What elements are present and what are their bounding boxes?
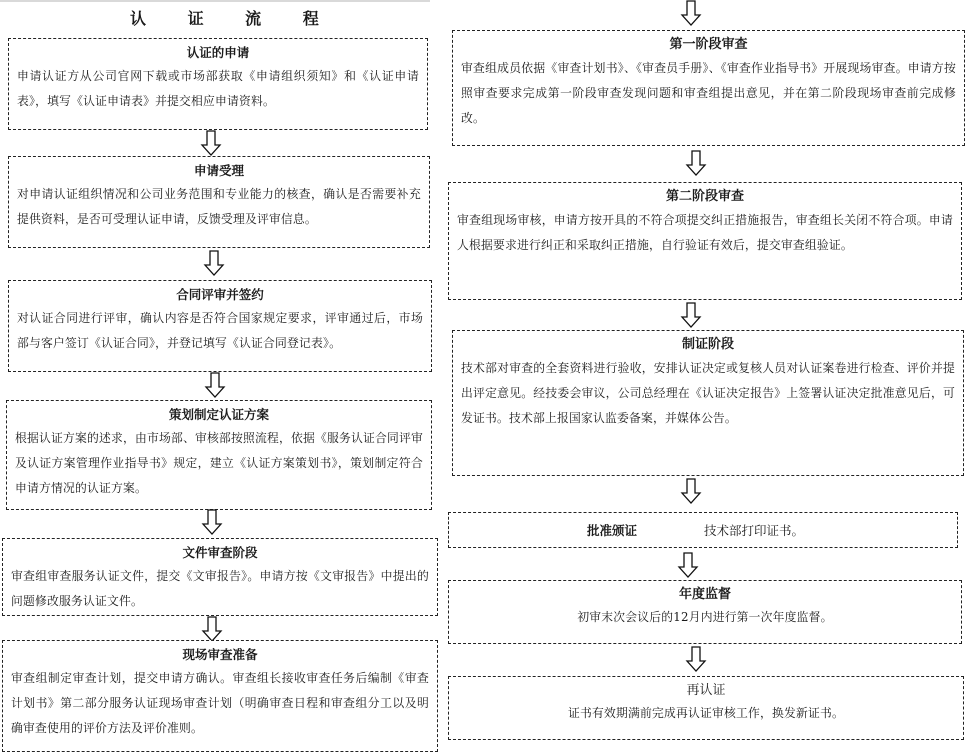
step-title: 现场审查准备 [182, 647, 258, 662]
page-title: 认 证 流 程 [130, 9, 337, 28]
step-title: 申请受理 [193, 163, 244, 178]
top-divider [0, 0, 430, 2]
step-title: 认证的申请 [186, 45, 250, 60]
down-arrow-icon [686, 646, 706, 672]
step-application [8, 38, 428, 130]
step-certificate-approval [448, 512, 958, 548]
step-text: 审查组现场审核，申请方按开具的不符合项提交纠正措施报告，审查组长关闭不符合项。申请人根据要求进行纠正和采取纠正措施，自行验证有效后，提交审查组验证。 [457, 213, 953, 252]
down-arrow-icon [681, 302, 701, 328]
step-stage-two-audit [448, 182, 962, 300]
step-contract-review [8, 280, 432, 372]
step-stage-one-audit [452, 30, 965, 146]
down-arrow-icon [686, 150, 706, 176]
step-text: 技术部打印证书。 [704, 523, 805, 538]
step-title: 制证阶段 [681, 337, 734, 352]
step-certificate-preparation [452, 330, 964, 476]
step-title: 再认证 [686, 683, 726, 698]
step-document-review [2, 538, 438, 616]
step-text: 审查组成员依据《审查计划书》、《审查员手册》、《审查作业指导书》开展现场审查。申请方按照审查要求完成第一阶段审查发现问题和审查组提出意见，并在第二阶段现场审查前完成修改。 [461, 61, 956, 125]
step-title: 合同评审并签约 [176, 287, 264, 302]
step-text: 技术部对审查的全套资料进行验收，安排认证决定或复核人员对认证案卷进行检查、评价并提出评定意见。经技委会审议，公司总经理在《认证决定报告》上签署认证决定批准意见后，可发证书。技术部上报国家认监委备案，并媒体公告。 [461, 361, 955, 425]
step-acceptance [8, 156, 430, 248]
down-arrow-icon [201, 130, 221, 156]
step-title: 策划制定认证方案 [168, 407, 269, 422]
down-arrow-icon [202, 616, 222, 642]
step-onsite-preparation [2, 640, 438, 752]
down-arrow-icon [205, 372, 225, 398]
down-arrow-icon [681, 478, 701, 504]
step-title: 批准颁证 [587, 523, 638, 538]
step-title: 文件审查阶段 [182, 545, 258, 560]
step-text: 审查组审查服务认证文件，提交《文审报告》。申请方按《文审报告》中提出的问题修改服务认证文件。 [11, 569, 429, 608]
down-arrow-icon [678, 552, 698, 578]
down-arrow-icon [204, 250, 224, 276]
step-title: 第一阶段审查 [669, 37, 748, 52]
down-arrow-icon [202, 509, 222, 535]
step-recertification [448, 676, 964, 740]
step-text: 初审末次会议后的12月内进行第一次年度监督。 [577, 610, 833, 624]
step-text: 证书有效期满前完成再认证审核工作，换发新证书。 [568, 706, 844, 720]
step-text: 对申请认证组织情况和公司业务范围和专业能力的核查，确认是否需要补充提供资料，是否可受理认证申请，反馈受理及评审信息。 [17, 187, 421, 226]
down-arrow-icon [681, 0, 701, 26]
step-text: 审查组制定审查计划，提交申请方确认。审查组长接收审查任务后编制《审查计划书》第二部分服务认证现场审查计划（明确审查日程和审查组分工以及明确审查使用的评价方法及评价准则。 [11, 671, 429, 735]
step-certification-plan [6, 400, 432, 510]
step-text: 根据认证方案的述求，由市场部、审核部按照流程，依据《服务认证合同评审及认证方案管理作业指导书》规定，建立《认证方案策划书》，策划制定符合申请方情况的认证方案。 [15, 431, 423, 495]
step-title: 年度监督 [678, 587, 731, 602]
step-text: 申请认证方从公司官网下载或市场部获取《申请组织须知》和《认证申请表》，填写《认证申请表》并提交相应申请资料。 [17, 69, 419, 108]
step-annual-surveillance [448, 580, 962, 644]
step-title: 第二阶段审查 [665, 189, 744, 204]
step-text: 对认证合同进行评审，确认内容是否符合国家规定要求，评审通过后，市场部与客户签订《认证合同》，并登记填写《认证合同登记表》。 [17, 311, 423, 350]
